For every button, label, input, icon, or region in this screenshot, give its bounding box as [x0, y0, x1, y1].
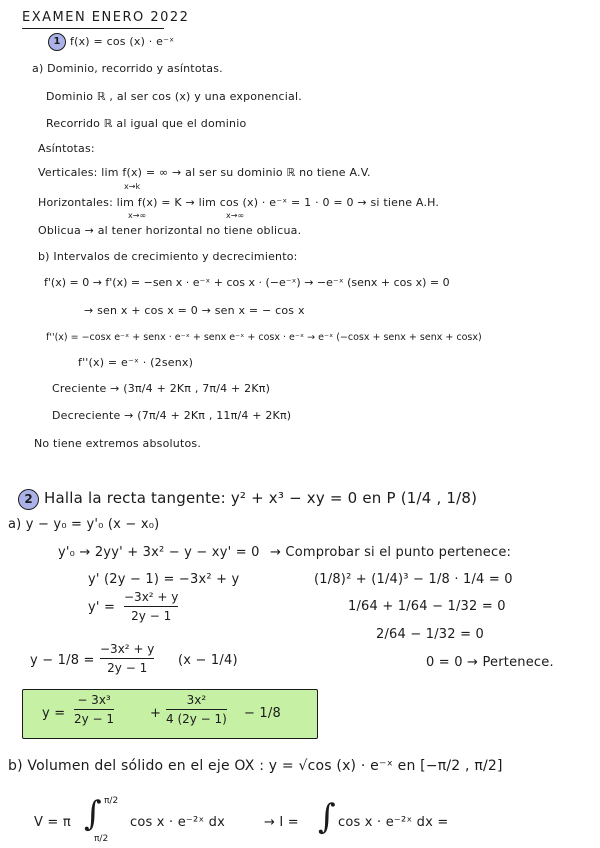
- integral-sign-icon: ∫: [84, 794, 102, 834]
- p2-tangent-fraction: [100, 642, 154, 675]
- fraction-bar: [166, 709, 227, 710]
- p2-implicit-derivative: y'₀ → 2yy' + 3x² − y − xy' = 0: [58, 545, 260, 560]
- p1-derivative-line-1: f'(x) = 0 → f'(x) = −sen x · e⁻ˣ + cos x · (−e⁻ˣ) → −e⁻ˣ (senx + cos x) = 0: [44, 276, 450, 289]
- p1-horizontal-limit-sub-2: x→∞: [226, 211, 245, 220]
- p2-check-result: 0 = 0 → Pertenece.: [426, 655, 554, 670]
- p2-factor-yprime: y' (2y − 1) = −3x² + y: [88, 572, 240, 587]
- p2-volume-lhs: V = π: [34, 815, 71, 830]
- fraction-bar: [124, 606, 178, 607]
- p1-second-derivative-simplified: f''(x) = e⁻ˣ · (2senx): [78, 356, 194, 369]
- p1-asymptotes-label: Asíntotas:: [38, 142, 95, 155]
- p2-yprime-lhs: y' =: [88, 600, 116, 615]
- p2-volume-lower-limit: π/2: [94, 834, 109, 844]
- fraction-bar: [74, 709, 114, 710]
- p1-second-derivative: f''(x) = −cosx e⁻ˣ + senx · e⁻ˣ + senx e⁻ˣ + cosx · e⁻ˣ → e⁻ˣ (−cosx + senx + senx + cosx): [46, 332, 482, 343]
- p1-increasing-interval: Creciente → (3π/4 + 2Kπ , 7π/4 + 2Kπ): [52, 382, 271, 395]
- p2-tangent-numerator: −3x² + y: [100, 642, 155, 656]
- p2-b-heading: b) Volumen del sólido en el eje OX : y = √cos (x) · e⁻ˣ en [−π/2 , π/2]: [8, 758, 503, 774]
- p2-volume-arrow: → I =: [264, 815, 299, 830]
- p2-check-title: → Comprobar si el punto pertenece:: [270, 545, 512, 560]
- p1-domain: Dominio ℝ , al ser cos (x) y una exponencial.: [46, 90, 302, 103]
- p2-answer-numerator-1: − 3x³: [77, 693, 111, 707]
- p2-answer-denominator-2: 4 (2y − 1): [166, 712, 227, 726]
- p2-yprime-numerator: −3x² + y: [124, 590, 179, 604]
- p2-heading: Halla la recta tangente: y² + x³ − xy = 0 en P (1/4 , 1/8): [44, 489, 478, 507]
- p1-horizontal-limit-sub-1: x→∞: [128, 211, 147, 220]
- p2-check-line-3: 2/64 − 1/32 = 0: [376, 627, 484, 642]
- p1-vertical-limit-sub: x→k: [124, 182, 141, 191]
- problem-1-number: 1: [48, 33, 66, 51]
- p1-function: f(x) = cos (x) · e⁻ˣ: [70, 35, 175, 48]
- fraction-bar: [100, 658, 154, 659]
- p2-answer-plus: +: [150, 706, 162, 721]
- p1-decreasing-interval: Decreciente → (7π/4 + 2Kπ , 11π/4 + 2Kπ): [52, 409, 292, 422]
- p2-volume-integrand: cos x · e⁻²ˣ dx: [130, 815, 226, 830]
- p2-yprime-fraction: [124, 590, 178, 623]
- p1-oblique-asymptote: Oblicua → al tener horizontal no tiene oblicua.: [38, 224, 302, 237]
- p1-vertical-asymptote: Verticales: lim f(x) = ∞ → al ser su dominio ℝ no tiene A.V.: [38, 166, 371, 179]
- p2-yprime-denominator: 2y − 1: [131, 609, 172, 623]
- title-underline: [22, 28, 164, 29]
- p2-answer-numerator-2: 3x²: [186, 693, 207, 707]
- p2-answer-fraction-2: [166, 693, 227, 726]
- p2-answer-tail: − 1/8: [244, 706, 281, 721]
- p2-check-line-1: (1/8)² + (1/4)³ − 1/8 · 1/4 = 0: [314, 572, 513, 587]
- p2-answer-lhs: y =: [42, 706, 66, 721]
- p2-answer-denominator-1: 2y − 1: [74, 712, 115, 726]
- problem-2-number: 2: [18, 489, 39, 510]
- p1-horizontal-asymptote: Horizontales: lim f(x) = K → lim cos (x) · e⁻ˣ = 1 · 0 = 0 → si tiene A.H.: [38, 196, 440, 209]
- p1-b-heading: b) Intervalos de crecimiento y decrecimiento:: [38, 250, 298, 263]
- p2-tangent-denominator: 2y − 1: [107, 661, 148, 675]
- page-title: EXAMEN ENERO 2022: [22, 10, 190, 25]
- p2-a-tangent-formula: a) y − y₀ = y'₀ (x − x₀): [8, 517, 160, 532]
- p1-range: Recorrido ℝ al igual que el dominio: [46, 117, 247, 130]
- p1-a-heading: a) Dominio, recorrido y asíntotas.: [32, 62, 223, 75]
- integral-sign-icon: ∫: [318, 797, 336, 837]
- p2-tangent-rhs: (x − 1/4): [178, 653, 238, 668]
- p2-tangent-lhs: y − 1/8 =: [30, 653, 95, 668]
- p2-volume-upper-limit: π/2: [104, 796, 119, 806]
- p2-answer-fraction-1: [74, 693, 114, 726]
- p1-extremes: No tiene extremos absolutos.: [34, 437, 202, 450]
- p1-derivative-line-2: → sen x + cos x = 0 → sen x = − cos x: [84, 304, 305, 317]
- p2-check-line-2: 1/64 + 1/64 − 1/32 = 0: [348, 599, 506, 614]
- p2-volume-integrand-2: cos x · e⁻²ˣ dx =: [338, 815, 449, 830]
